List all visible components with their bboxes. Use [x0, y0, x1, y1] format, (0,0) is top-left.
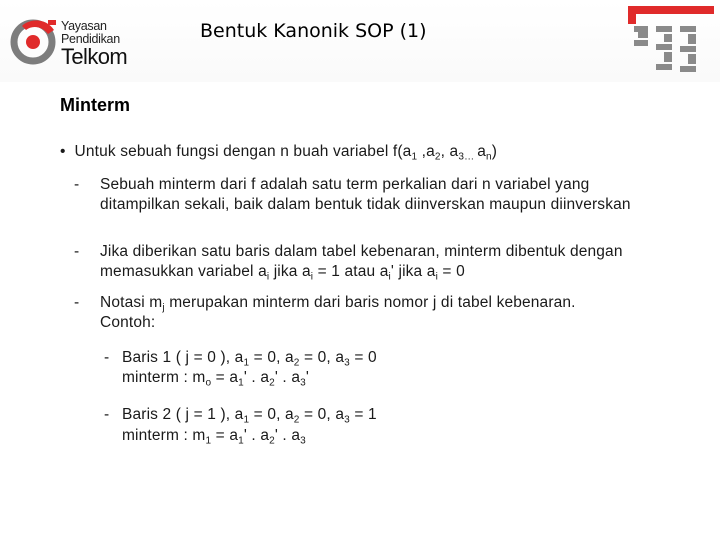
example-minterm	[122, 427, 306, 447]
text: Baris 2 ( j = 1 ), a	[122, 406, 244, 423]
sub: 1	[243, 357, 250, 369]
logo-line-3: Telkom	[61, 44, 128, 69]
sub-item-marker: -	[74, 243, 80, 260]
ypt-logo	[8, 14, 133, 72]
slide-header	[0, 0, 720, 82]
bullet-text: )	[491, 143, 498, 160]
text: '	[305, 369, 309, 386]
sub: i	[310, 271, 314, 283]
sub: 3	[344, 414, 350, 426]
example-row	[122, 349, 377, 369]
sub: 1	[238, 435, 244, 447]
sub-item-line: Contoh:	[100, 314, 156, 331]
bullet-sub: 2	[434, 151, 441, 163]
sub: 2	[293, 414, 300, 426]
logo-line-2: Pendidikan	[61, 31, 120, 46]
sub-item-line	[100, 263, 465, 283]
sub: i	[266, 271, 270, 283]
text: = 1	[349, 406, 377, 423]
bullet-sub: 3…	[458, 151, 478, 163]
sub: 3	[300, 435, 306, 447]
sub: j	[162, 302, 165, 314]
logo-line-1: Yayasan	[61, 19, 107, 33]
example-marker: -	[104, 349, 110, 366]
sub-item-line	[100, 294, 576, 314]
sub: 3	[344, 357, 350, 369]
text: minterm : m	[122, 427, 206, 444]
text: Notasi m	[100, 294, 163, 311]
sub-item-line: Jika diberikan satu baris dalam tabel kebenaran, minterm dibentuk dengan	[100, 243, 623, 260]
example-marker: -	[104, 406, 110, 423]
bullet-text: ,a	[417, 143, 435, 160]
text: = 0	[349, 349, 377, 366]
sub: 1	[238, 377, 244, 389]
text: ' . a	[243, 427, 270, 444]
text: memasukkan variabel a	[100, 263, 267, 280]
sub: o	[205, 377, 212, 389]
sub: 1	[205, 435, 212, 447]
text: minterm : m	[122, 369, 206, 386]
text: ' . a	[274, 427, 301, 444]
text: ' jika a	[390, 263, 436, 280]
text: = 0, a	[249, 349, 294, 366]
section-heading: Minterm	[60, 95, 131, 115]
red-block-emblem-icon	[626, 4, 716, 80]
sub: 2	[269, 377, 275, 389]
text: jika a	[269, 263, 311, 280]
text: = 1 atau a	[313, 263, 389, 280]
text: merupakan minterm dari baris nomor j di tabel kebenaran.	[164, 294, 576, 311]
bullet-marker: •	[60, 143, 66, 160]
example-row	[122, 406, 377, 426]
text: ' . a	[243, 369, 270, 386]
text: = a	[211, 427, 239, 444]
text: = 0, a	[249, 406, 294, 423]
bullet-sub: 1	[411, 151, 418, 163]
sub: 3	[300, 377, 306, 389]
bullet-item	[60, 143, 497, 163]
sub-item-line: Sebuah minterm dari f adalah satu term perkalian dari n variabel yang	[100, 176, 590, 193]
text: = 0	[437, 263, 465, 280]
page-title: Bentuk Kanonik SOP (1)	[200, 20, 427, 42]
sub: i	[435, 271, 438, 283]
text: = 0, a	[299, 349, 345, 366]
example-minterm	[122, 369, 309, 389]
sub: 2	[293, 357, 300, 369]
text: = 0, a	[299, 406, 345, 423]
sub: i	[388, 271, 391, 283]
text: = a	[211, 369, 239, 386]
text: Baris 1 ( j = 0 ), a	[122, 349, 244, 366]
ypt-emblem-icon	[8, 16, 58, 66]
sub-item-marker: -	[74, 176, 80, 193]
bullet-text: Untuk sebuah fungsi dengan n buah variabel f(a	[74, 143, 412, 160]
sub: 1	[243, 414, 250, 426]
sub-item-line: ditampilkan sekali, baik dalam bentuk tidak diinverskan maupun diinverskan	[100, 196, 631, 213]
sub: 2	[269, 435, 275, 447]
bullet-text: , a	[440, 143, 459, 160]
bullet-sub: n	[486, 151, 492, 163]
ypt-wordmark	[61, 20, 127, 68]
bullet-text: a	[477, 143, 487, 160]
text: ' . a	[274, 369, 301, 386]
sub-item-marker: -	[74, 294, 80, 311]
